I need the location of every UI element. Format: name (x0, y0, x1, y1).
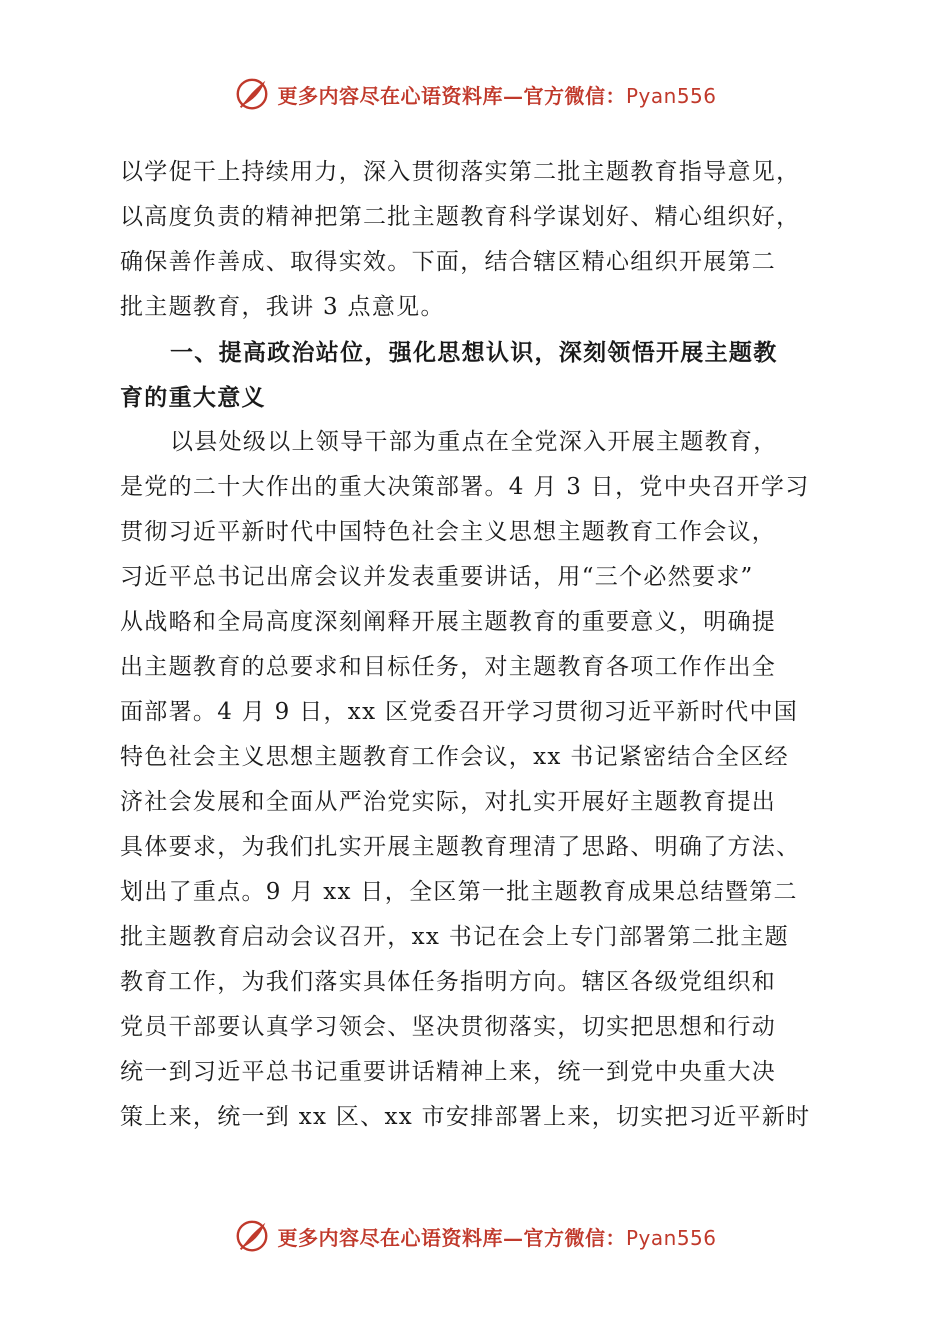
paragraph-line: 出主题教育的总要求和目标任务，对主题教育各项工作作出全 (120, 654, 777, 680)
document-body (120, 150, 832, 1140)
body-line: 确保善作善成、取得实效。下面，结合辖区精心组织开展第二 (120, 249, 777, 275)
watermark-text: 更多内容尽在心语资料库—官方微信：Pyan556 (277, 83, 717, 108)
paragraph-line: 是党的二十大作出的重大决策部署。4 月 3 日，党中央召开学习 (120, 474, 810, 500)
body-line: 批主题教育，我讲 3 点意见。 (120, 294, 445, 320)
quill-pen-icon (233, 1217, 271, 1255)
paragraph-line: 批主题教育启动会议召开，xx 书记在会上专门部署第二批主题 (120, 924, 789, 950)
body-line: 以学促干上持续用力，深入贯彻落实第二批主题教育指导意见， (120, 159, 801, 185)
paragraph-line: 教育工作，为我们落实具体任务指明方向。辖区各级党组织和 (120, 969, 777, 995)
paragraph-line: 策上来，统一到 xx 区、xx 市安排部署上来，切实把习近平新时 (120, 1104, 811, 1130)
paragraph-line: 划出了重点。9 月 xx 日，全区第一批主题教育成果总结暨第二 (120, 879, 798, 905)
paragraph-line: 济社会发展和全面从严治党实际，对扎实开展好主题教育提出 (120, 789, 777, 815)
section-heading: 一、提高政治站位，强化思想认识，深刻领悟开展主题教 (170, 339, 778, 366)
watermark-banner-bottom (0, 1214, 950, 1258)
paragraph-line: 党员干部要认真学习领会、坚决贯彻落实，切实把思想和行动 (120, 1014, 777, 1040)
paragraph-line: 面部署。4 月 9 日，xx 区党委召开学习贯彻习近平新时代中国 (120, 699, 799, 725)
quill-pen-icon (233, 75, 271, 113)
body-line: 以高度负责的精神把第二批主题教育科学谋划好、精心组织好， (120, 204, 801, 230)
paragraph-line: 从战略和全局高度深刻阐释开展主题教育的重要意义，明确提 (120, 609, 777, 635)
watermark-banner-top (0, 72, 950, 116)
paragraph-line: 特色社会主义思想主题教育工作会议，xx 书记紧密结合全区经 (120, 744, 789, 770)
section-heading: 育的重大意义 (120, 384, 266, 411)
paragraph-line: 统一到习近平总书记重要讲话精神上来，统一到党中央重大决 (120, 1059, 777, 1085)
paragraph-line: 具体要求，为我们扎实开展主题教育理清了思路、明确了方法、 (120, 834, 801, 860)
paragraph-line: 以县处级以上领导干部为重点在全党深入开展主题教育， (170, 429, 778, 455)
paragraph-line: 贯彻习近平新时代中国特色社会主义思想主题教育工作会议， (120, 519, 777, 545)
paragraph-line: 习近平总书记出席会议并发表重要讲话，用“三个必然要求” (120, 564, 754, 590)
watermark-text: 更多内容尽在心语资料库—官方微信：Pyan556 (277, 1225, 717, 1250)
